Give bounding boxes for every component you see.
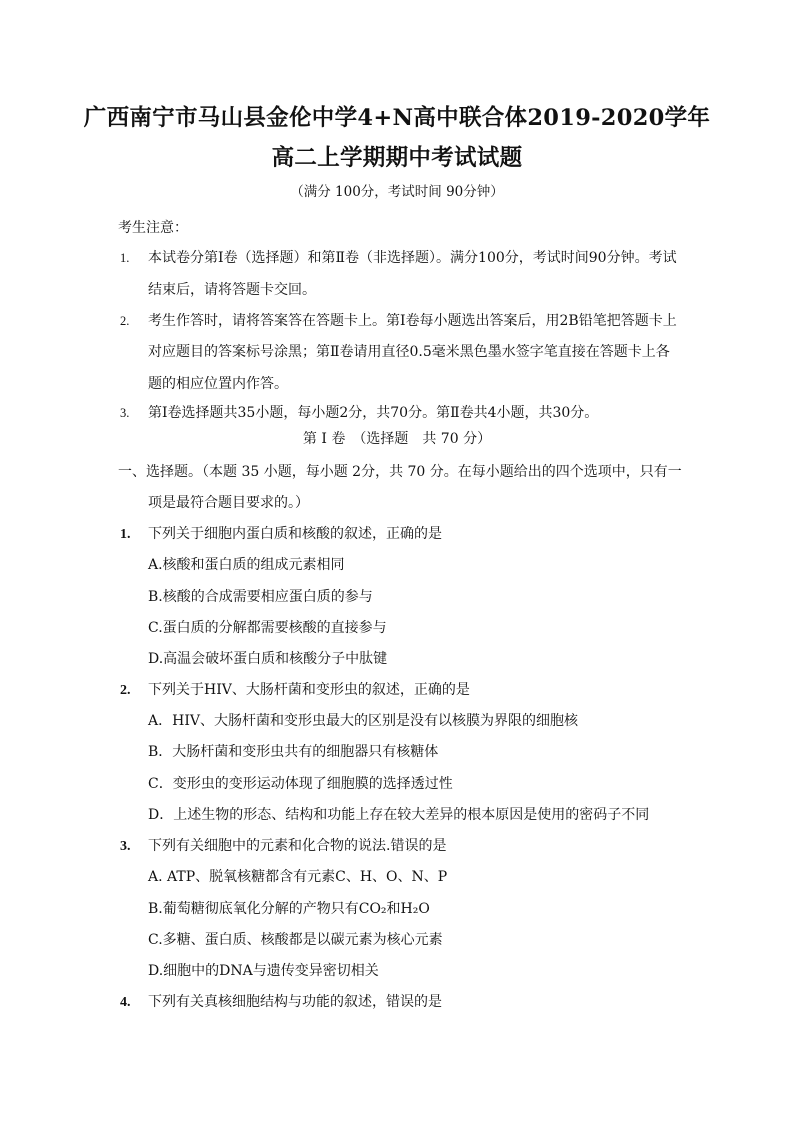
question-stem: 下列关于细胞内蛋白质和核酸的叙述，正确的是 <box>148 526 442 542</box>
notice-item-number: 1. <box>120 251 130 265</box>
answer-option: C．变形虫的变形运动体现了细胞膜的选择透过性 <box>148 776 453 792</box>
notice-item-text: 题的相应位置内作答。 <box>148 376 288 392</box>
notice-item-number: 3. <box>120 406 130 420</box>
page-title-line2: 高二上学期期中考试试题 <box>271 145 523 171</box>
answer-option: A.核酸和蛋白质的组成元素相同 <box>148 557 345 573</box>
question-stem: 下列有关细胞中的元素和化合物的说法.错误的是 <box>148 838 447 854</box>
notice-item-text: 第Ⅰ卷选择题共35小题，每小题2分，共70分。第Ⅱ卷共4小题，共30分。 <box>148 405 599 421</box>
answer-option: D.细胞中的DNA与遗传变异密切相关 <box>148 963 379 979</box>
answer-option: C.多糖、蛋白质、核酸都是以碳元素为核心元素 <box>148 932 443 948</box>
notice-item-text: 对应题目的答案标号涂黑；第Ⅱ卷请用直径0.5毫米黑色墨水签字笔直接在答题卡上各 <box>148 344 670 360</box>
answer-option: B.葡萄糖彻底氧化分解的产物只有CO₂和H₂O <box>148 901 430 917</box>
answer-option: A．HIV、大肠杆菌和变形虫最大的区别是没有以核膜为界限的细胞核 <box>148 713 578 729</box>
answer-option: B.核酸的合成需要相应蛋白质的参与 <box>148 589 373 605</box>
answer-option: B．大肠杆菌和变形虫共有的细胞器只有核糖体 <box>148 744 439 760</box>
notice-item-number: 2. <box>120 314 130 328</box>
question-stem: 下列关于HIV、大肠杆菌和变形虫的叙述，正确的是 <box>148 682 470 698</box>
notice-item-text: 本试卷分第Ⅰ卷（选择题）和第Ⅱ卷（非选择题）。满分100分，考试时间90分钟。考试 <box>148 250 677 266</box>
question-number: 4. <box>120 995 131 1010</box>
answer-option: A. ATP、脱氧核糖都含有元素C、H、O、N、P <box>148 869 448 885</box>
question-stem: 下列有关真核细胞结构与功能的叙述，错误的是 <box>148 994 442 1010</box>
page-title: 广西南宁市马山县金伦中学4+N高中联合体2019-2020学年 <box>83 105 711 131</box>
answer-option: D．上述生物的形态、结构和功能上存在较大差异的根本原因是使用的密码子不同 <box>148 807 650 823</box>
exam-info: （满分 100分，考试时间 90分钟） <box>290 184 504 200</box>
answer-option: D.高温会破坏蛋白质和核酸分子中肽键 <box>148 651 388 667</box>
section-heading: 第 Ⅰ 卷 （选择题 共 70 分） <box>302 431 492 447</box>
question-number: 1. <box>120 527 131 542</box>
answer-option: C.蛋白质的分解都需要核酸的直接参与 <box>148 620 387 636</box>
notice-heading: 考生注意： <box>118 220 188 236</box>
question-number: 3. <box>120 839 131 854</box>
question-number: 2. <box>120 683 131 698</box>
notice-item-text: 结束后，请将答题卡交回。 <box>148 282 316 298</box>
section-instruction: 项是最符合题目要求的。） <box>148 495 309 511</box>
section-instruction: 一、选择题。（本题 35 小题，每小题 2分，共 70 分。在每小题给出的四个选项中，只有一 <box>118 464 682 480</box>
notice-item-text: 考生作答时，请将答案答在答题卡上。第Ⅰ卷每小题选出答案后，用2B铅笔把答题卡上 <box>148 313 677 329</box>
